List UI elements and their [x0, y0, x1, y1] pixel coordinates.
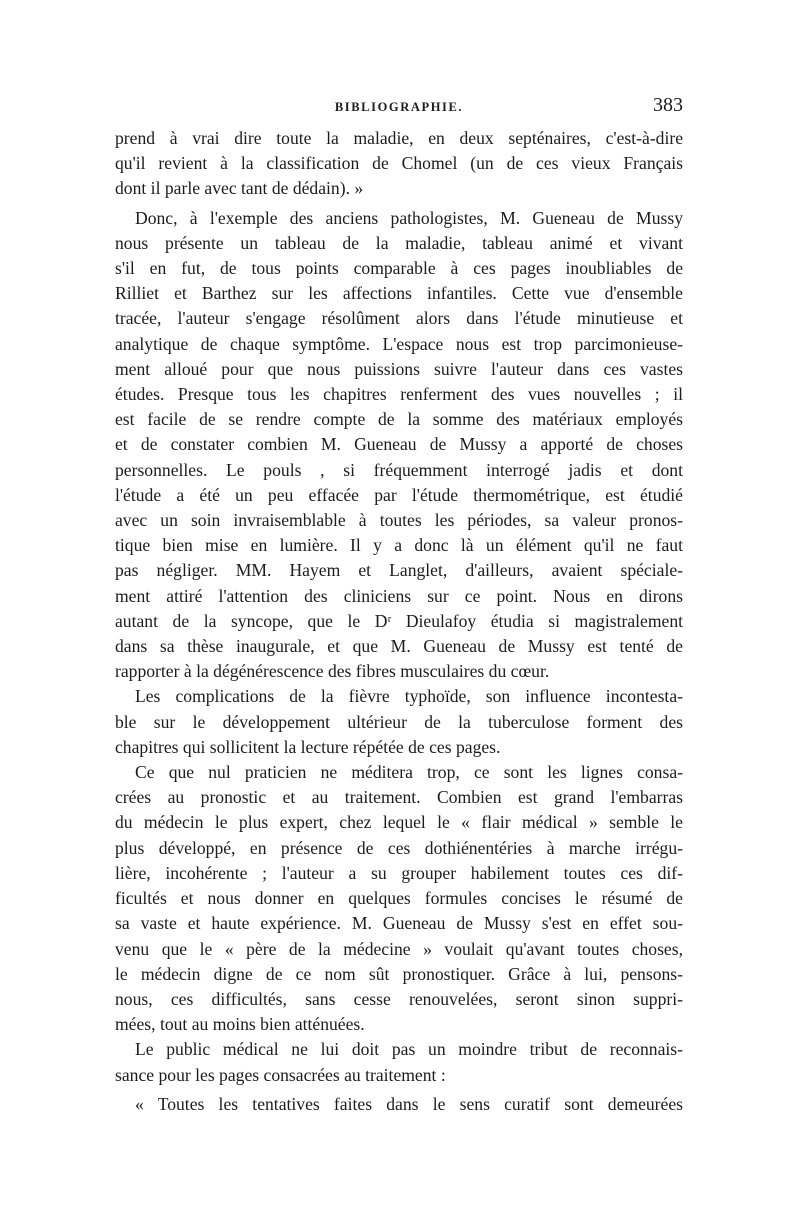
text-line: Le public médical ne lui doit pas un moindre tribut de reconnais-: [135, 1039, 683, 1060]
book-page: [115, 94, 683, 1117]
text-line: Donc, à l'exemple des anciens pathologistes, M. Gueneau de Mussy: [135, 207, 683, 228]
text-line: autant de la syncope, que le Dʳ Dieulafoy étudia si magistralement: [115, 610, 683, 631]
text-line: mées, tout au moins bien atténuées.: [115, 1014, 365, 1035]
page-header: [115, 94, 683, 126]
text-line: études. Presque tous les chapitres renferment des vues nouvelles ; il: [115, 384, 683, 405]
text-line: est facile de se rendre compte de la somme des matériaux employés: [115, 409, 683, 430]
text-line: rapporter à la dégénérescence des fibres musculaires du cœur.: [115, 661, 550, 682]
text-line: tique bien mise en lumière. Il y a donc là un élément qu'il ne faut: [115, 535, 683, 556]
text-line: chapitres qui sollicitent la lecture répétée de ces pages.: [115, 736, 501, 757]
text-line: crées au pronostic et au traitement. Combien est grand l'embarras: [115, 787, 683, 808]
text-line: ment alloué pour que nous puissions suivre l'auteur dans ces vastes: [115, 358, 683, 379]
text-line: Ce que nul praticien ne méditera trop, ce sont les lignes consa-: [135, 762, 683, 783]
text-line: et de constater combien M. Gueneau de Mussy a apporté de choses: [115, 434, 683, 455]
text-line: ficultés et nous donner en quelques formules concises le résumé de: [115, 888, 683, 909]
text-line: sance pour les pages consacrées au traitement :: [115, 1064, 446, 1085]
text-line: ment attiré l'attention des cliniciens sur ce point. Nous en dirons: [115, 585, 683, 606]
running-head: BIBLIOGRAPHIE.: [334, 100, 464, 114]
text-line: Rilliet et Barthez sur les affections infantiles. Cette vue d'ensemble: [115, 283, 683, 304]
text-line: Les complications de la fièvre typhoïde, son influence incontesta-: [135, 686, 683, 707]
text-line: avec un soin invraisemblable à toutes les périodes, sa valeur pronos-: [115, 510, 683, 531]
text-line: ble sur le développement ultérieur de la tuberculose forment des: [115, 711, 683, 732]
text-line: nous, ces difficultés, sans cesse renouvelées, seront sinon suppri-: [115, 988, 683, 1009]
text-line: dont il parle avec tant de dédain). »: [115, 178, 364, 199]
page-number: 383: [653, 94, 683, 116]
text-line: nous présente un tableau de la maladie, tableau animé et vivant: [115, 232, 683, 253]
text-line: dans sa thèse inaugurale, et que M. Gueneau de Mussy est tenté de: [115, 636, 683, 657]
text-line: « Toutes les tentatives faites dans le sens curatif sont demeurées: [135, 1093, 683, 1114]
text-line: qu'il revient à la classification de Chomel (un de ces vieux Français: [115, 153, 683, 174]
text-line: le médecin digne de ce nom sût pronostiquer. Grâce à lui, pensons-: [115, 963, 683, 984]
body-text: [115, 126, 683, 1117]
text-line: lière, incohérente ; l'auteur a su grouper habilement toutes ces dif-: [115, 862, 683, 883]
text-line: pas négliger. MM. Hayem et Langlet, d'ailleurs, avaient spéciale-: [115, 560, 683, 581]
text-line: du médecin le plus expert, chez lequel le « flair médical » semble le: [115, 812, 683, 833]
text-line: sa vaste et haute expérience. M. Gueneau de Mussy s'est en effet sou-: [115, 913, 683, 934]
text-line: plus développé, en présence de ces dothiénentéries à marche irrégu-: [115, 837, 683, 858]
text-line: l'étude a été un peu effacée par l'étude thermométrique, est étudié: [115, 484, 683, 505]
text-line: personnelles. Le pouls , si fréquemment interrogé jadis et dont: [115, 459, 683, 480]
text-line: analytique de chaque symptôme. L'espace nous est trop parcimonieuse-: [115, 333, 683, 354]
text-line: venu que le « père de la médecine » voulait qu'avant toutes choses,: [115, 938, 683, 959]
text-line: tracée, l'auteur s'engage résolûment alors dans l'étude minutieuse et: [115, 308, 683, 329]
text-line: s'il en fut, de tous points comparable à ces pages inoubliables de: [115, 258, 683, 279]
text-line: prend à vrai dire toute la maladie, en deux septénaires, c'est-à-dire: [115, 128, 683, 148]
